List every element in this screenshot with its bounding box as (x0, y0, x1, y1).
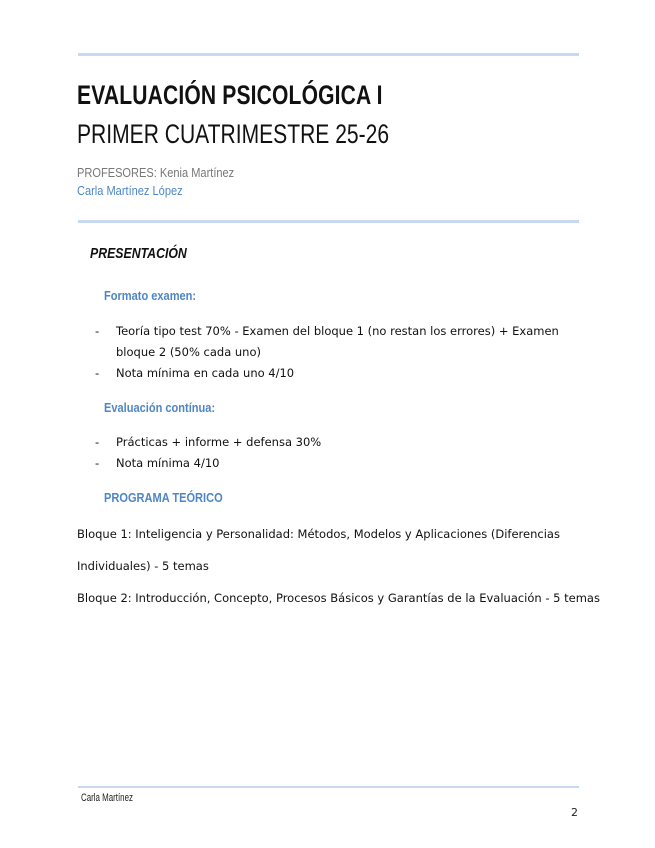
exam-format-heading: Formato examen: (104, 288, 197, 303)
continuous-eval-heading: Evaluación contínua: (104, 400, 216, 415)
list-item (95, 432, 585, 453)
footer-divider (78, 786, 579, 788)
bullet-dash: - (95, 435, 100, 449)
bullet-dash: - (95, 366, 100, 380)
block1-line2: Individuales) - 5 temas (77, 559, 209, 573)
list-item-text: Teoría tipo test 70% - Examen del bloque 1 (no restan los errores) + Examen bloque 2 (50% cada uno) (116, 324, 559, 359)
footer-author: Carla Martínez (81, 792, 133, 804)
document-title: EVALUACIÓN PSICOLÓGICA I (77, 80, 383, 110)
continuous-eval-list (95, 432, 585, 474)
block2-text: Bloque 2: Introducción, Concepto, Procesos Básicos y Garantías de la Evaluación - 5 temas (77, 591, 600, 605)
list-item-text: Prácticas + informe + defensa 30% (116, 435, 322, 449)
bullet-dash: - (95, 324, 100, 338)
document-subtitle: PRIMER CUATRIMESTRE 25-26 (77, 119, 390, 149)
list-item-text: Nota mínima 4/10 (116, 456, 220, 470)
list-item (95, 321, 585, 363)
program-heading: PROGRAMA TEÓRICO (104, 490, 223, 505)
top-divider (78, 53, 579, 56)
professor-second: Carla Martínez López (77, 183, 183, 198)
list-item (95, 453, 585, 474)
exam-format-list (95, 321, 585, 384)
block1-line1: Bloque 1: Inteligencia y Personalidad: Métodos, Modelos y Aplicaciones (Diferencias (77, 527, 560, 541)
list-item-text: Nota mínima en cada uno 4/10 (116, 366, 295, 380)
professors-line: PROFESORES: Kenia Martínez (77, 165, 235, 180)
bullet-dash: - (95, 456, 100, 470)
page-number: 2 (571, 806, 578, 819)
list-item (95, 363, 585, 384)
section-divider (78, 220, 579, 223)
section-heading: PRESENTACIÓN (90, 245, 187, 262)
